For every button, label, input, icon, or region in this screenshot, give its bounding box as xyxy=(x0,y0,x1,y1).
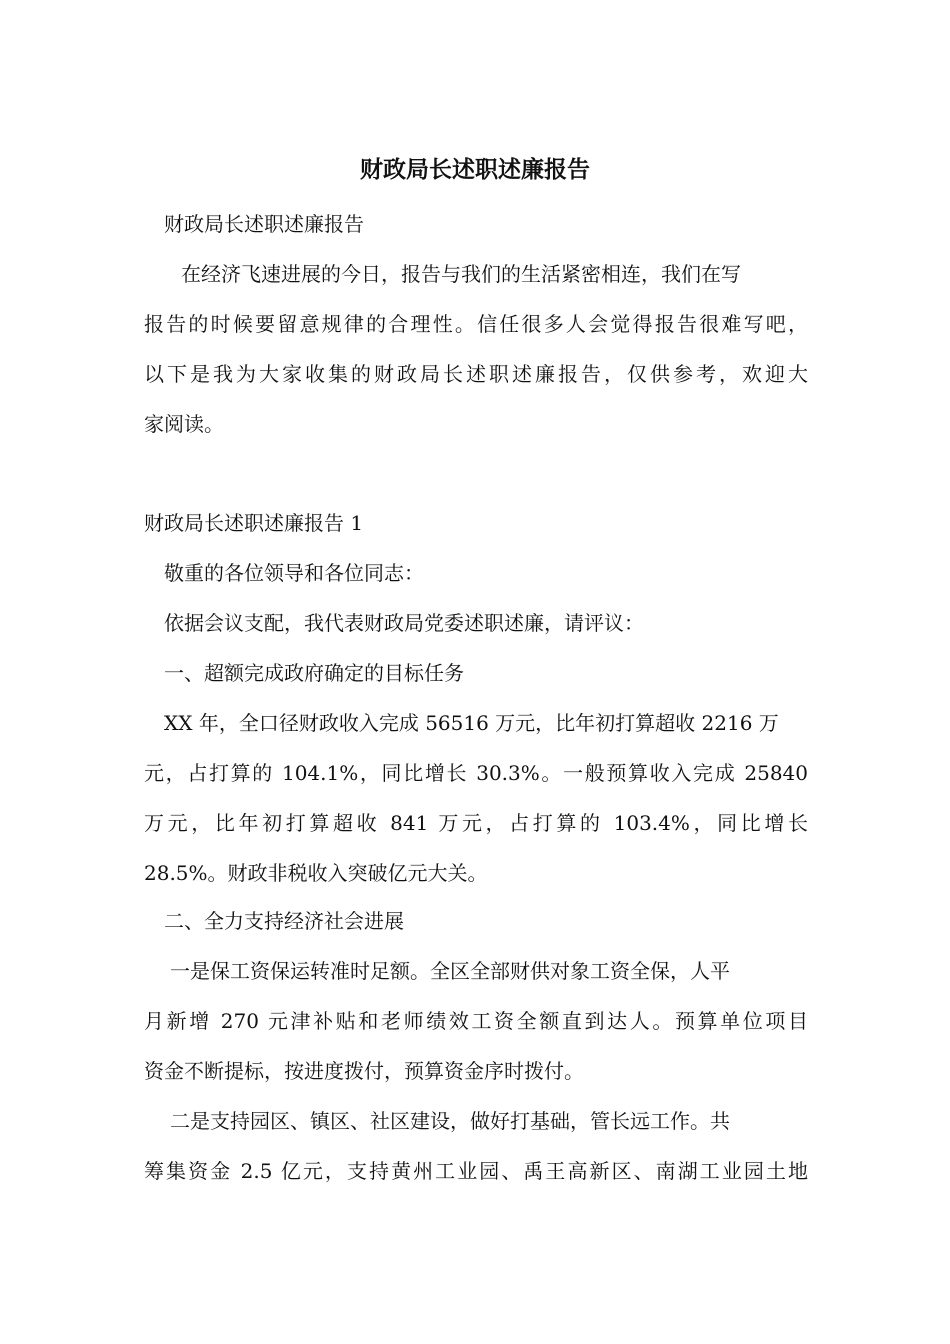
body-line-6: 月新增 270 元津补贴和老师绩效工资全额直到达人。预算单位项目 xyxy=(144,1009,808,1033)
heading-part-2: 二、全力支持经济社会进展 xyxy=(164,909,404,933)
heading-part-1: 一、超额完成政府确定的目标任务 xyxy=(164,661,464,685)
intro-line-4: 家阅读。 xyxy=(144,412,224,436)
body-line-7: 资金不断提标，按进度拨付，预算资金序时拨付。 xyxy=(144,1059,584,1083)
body-line-3: 万元，比年初打算超收 841 万元，占打算的 103.4%，同比增长 xyxy=(144,811,808,835)
body-line-5: 一是保工资保运转准时足额。全区全部财供对象工资全保，人平 xyxy=(170,959,730,983)
body-line-8: 二是支持园区、镇区、社区建设，做好打基础，管长远工作。共 xyxy=(170,1109,730,1133)
intro-line-1: 在经济飞速进展的今日，报告与我们的生活紧密相连，我们在写 xyxy=(181,262,741,286)
body-line-2: 元，占打算的 104.1%，同比增长 30.3%。一般预算收入完成 25840 xyxy=(144,761,808,785)
body-line-4: 28.5%。财政非税收入突破亿元大关。 xyxy=(144,861,488,885)
body-line-1: XX 年，全口径财政收入完成 56516 万元，比年初打算超收 2216 万 xyxy=(164,711,779,735)
intro-line-2: 报告的时候要留意规律的合理性。信任很多人会觉得报告很难写吧， xyxy=(144,312,808,336)
body-line-9: 筹集资金 2.5 亿元，支持黄州工业园、禹王高新区、南湖工业园土地 xyxy=(144,1159,808,1183)
subtitle-line: 财政局长述职述廉报告 xyxy=(164,212,364,236)
intro-line-3: 以下是我为大家收集的财政局长述职述廉报告，仅供参考，欢迎大 xyxy=(144,362,808,386)
section-heading-report-1: 财政局长述职述廉报告 1 xyxy=(144,511,364,535)
opening-line: 依据会议支配，我代表财政局党委述职述廉，请评议： xyxy=(164,611,644,635)
document-title: 财政局长述职述廉报告 xyxy=(360,156,590,183)
salutation-line: 敬重的各位领导和各位同志： xyxy=(164,561,424,585)
